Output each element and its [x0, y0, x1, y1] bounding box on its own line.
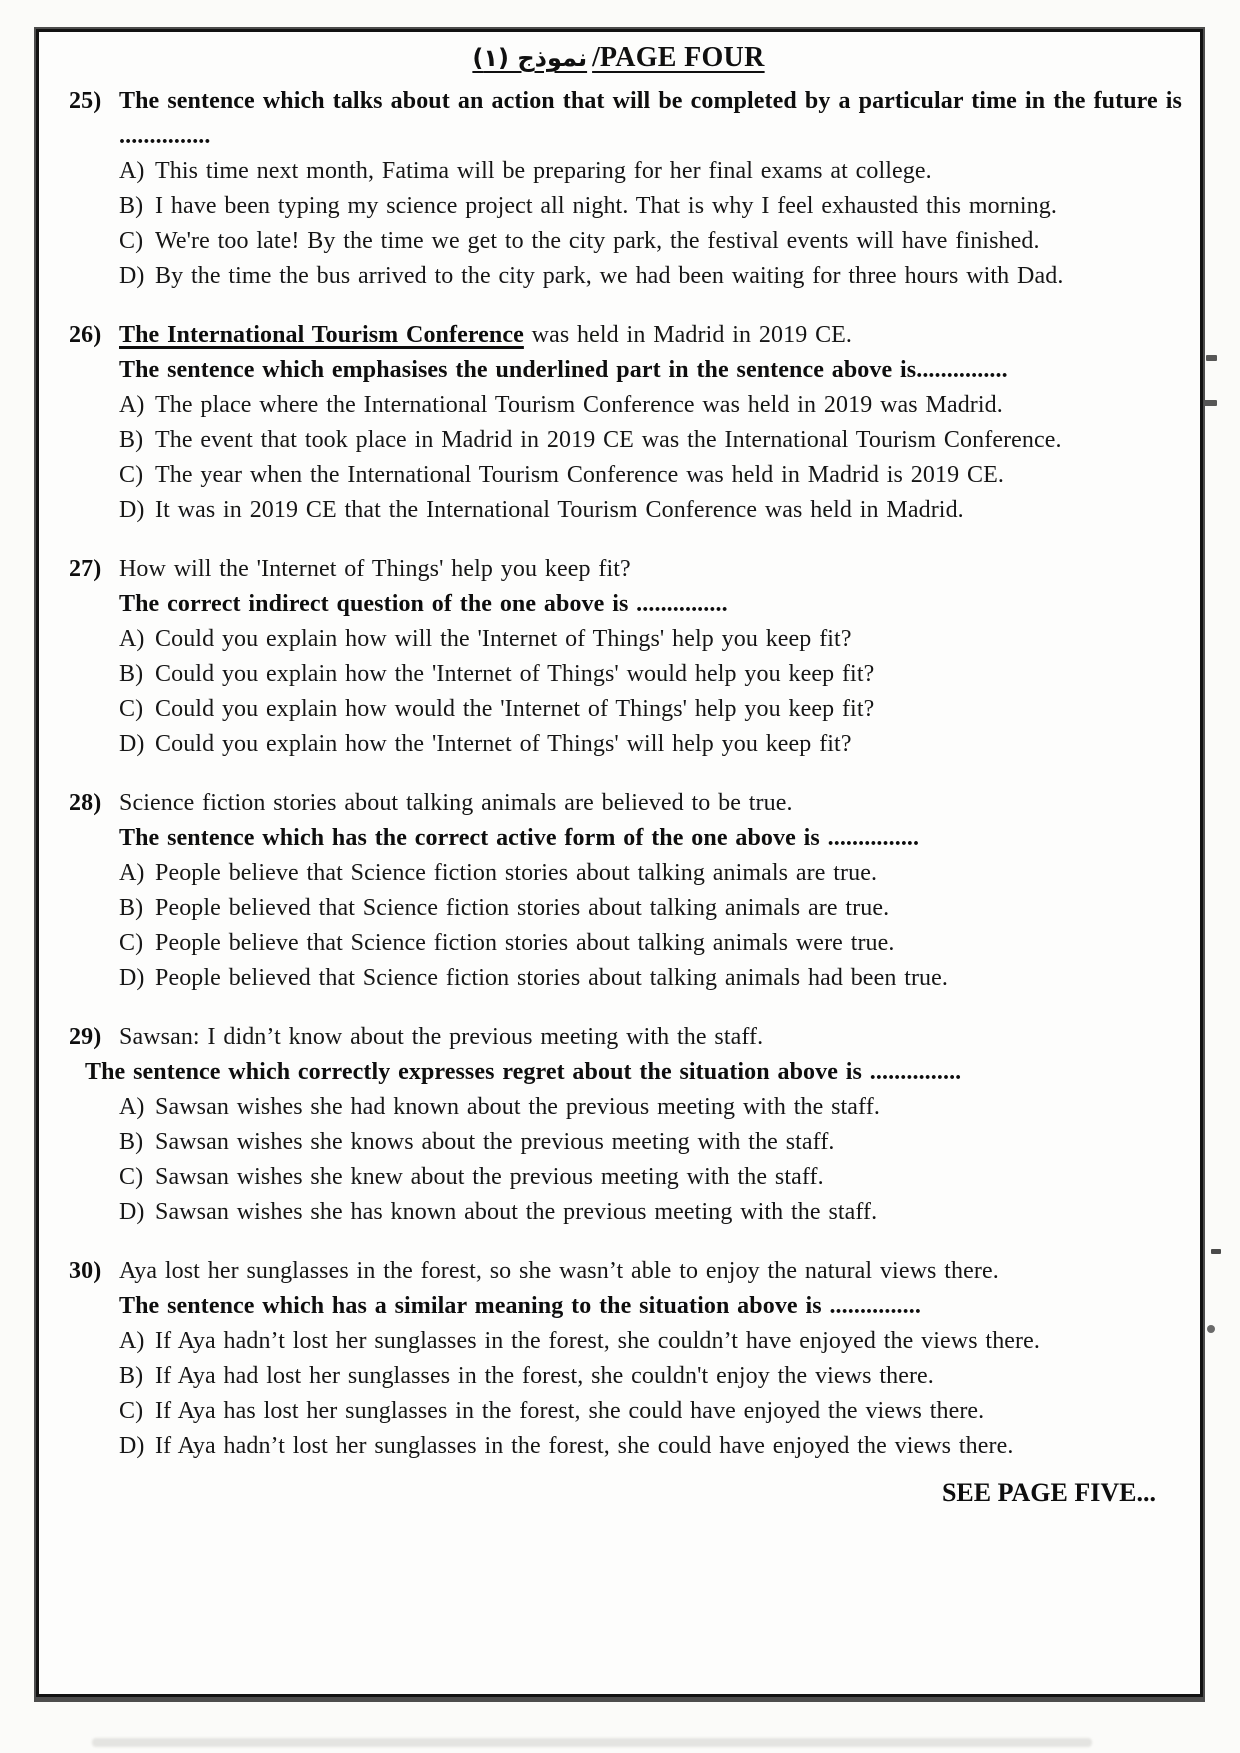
answer-option	[55, 224, 1182, 259]
answer-option	[55, 1125, 1182, 1160]
answer-option	[55, 1160, 1182, 1195]
answer-option	[55, 189, 1182, 224]
answer-option	[55, 961, 1182, 996]
option-text: By the time the bus arrived to the city park, we had been waiting for three hours with Dad.	[155, 263, 1064, 289]
question-context-line	[55, 1020, 1182, 1055]
option-label: D)	[119, 731, 145, 757]
option-text: This time next month, Fatima will be preparing for her final exams at college.	[155, 158, 932, 184]
answer-option	[55, 1090, 1182, 1125]
question-context-text: Science fiction stories about talking animals are believed to be true.	[119, 790, 793, 816]
questions-list	[55, 84, 1182, 1464]
option-label: A)	[119, 860, 145, 886]
option-text: The year when the International Tourism Conference was held in Madrid is 2019 CE.	[155, 462, 1004, 488]
answer-option	[55, 1359, 1182, 1394]
option-label: B)	[119, 1363, 144, 1389]
option-text: If Aya had lost her sunglasses in the forest, she couldn't enjoy the views there.	[155, 1363, 934, 1389]
page-header	[55, 42, 1182, 74]
answer-option	[55, 622, 1182, 657]
answer-option	[55, 1429, 1182, 1464]
question-context-line	[55, 318, 1182, 353]
question-context-text: Sawsan: I didn’t know about the previous meeting with the staff.	[119, 1024, 764, 1050]
question-context-text: Aya lost her sunglasses in the forest, so she wasn’t able to enjoy the natural views there.	[119, 1258, 999, 1284]
option-label: D)	[119, 497, 145, 523]
question-block	[55, 552, 1182, 762]
option-label: C)	[119, 696, 144, 722]
scan-artifact-dash	[1211, 1249, 1221, 1254]
option-label: A)	[119, 1328, 145, 1354]
answer-option	[55, 493, 1182, 528]
option-text: We're too late! By the time we get to the city park, the festival events will have finished.	[155, 228, 1040, 254]
option-text: People believed that Science fiction stories about talking animals had been true.	[155, 965, 949, 991]
option-text: Could you explain how the 'Internet of Things' would help you keep fit?	[155, 661, 875, 687]
option-text: Sawsan wishes she knew about the previous meeting with the staff.	[155, 1164, 824, 1190]
option-label: C)	[119, 228, 144, 254]
answer-option	[55, 926, 1182, 961]
question-context-line	[55, 552, 1182, 587]
answer-option	[55, 458, 1182, 493]
option-label: B)	[119, 193, 144, 219]
option-label: B)	[119, 661, 144, 687]
option-label: C)	[119, 462, 144, 488]
option-label: C)	[119, 1398, 144, 1424]
question-stem-line	[55, 84, 1182, 154]
option-text: I have been typing my science project all night. That is why I feel exhausted this morning.	[155, 193, 1057, 219]
question-number: 29)	[69, 1024, 102, 1050]
option-text: The event that took place in Madrid in 2019 CE was the International Tourism Conference.	[155, 427, 1062, 453]
option-text: Could you explain how would the 'Internet of Things' help you keep fit?	[155, 696, 875, 722]
scan-artifact-dash	[1204, 400, 1217, 406]
question-number: 25)	[69, 88, 102, 114]
option-label: D)	[119, 1433, 145, 1459]
question-context-text: How will the 'Internet of Things' help you keep fit?	[119, 556, 631, 582]
question-stem: The sentence which has the correct active form of the one above is ...............	[119, 825, 920, 851]
option-label: D)	[119, 965, 145, 991]
option-text: If Aya has lost her sunglasses in the forest, she could have enjoyed the views there.	[155, 1398, 985, 1424]
answer-option	[55, 259, 1182, 294]
question-context-text: The International Tourism Conference	[119, 322, 524, 348]
question-block	[55, 84, 1182, 294]
question-number: 27)	[69, 556, 102, 582]
answer-option	[55, 891, 1182, 926]
option-text: If Aya hadn’t lost her sunglasses in the forest, she could have enjoyed the views there.	[155, 1433, 1014, 1459]
option-text: People believe that Science fiction stories about talking animals were true.	[155, 930, 895, 956]
scan-artifact-dash	[1206, 355, 1217, 361]
option-label: B)	[119, 895, 144, 921]
option-text: Could you explain how the 'Internet of Things' will help you keep fit?	[155, 731, 852, 757]
answer-option	[55, 1324, 1182, 1359]
question-block	[55, 1254, 1182, 1464]
question-number: 26)	[69, 322, 102, 348]
option-label: C)	[119, 1164, 144, 1190]
option-label: B)	[119, 1129, 144, 1155]
question-stem: The sentence which emphasises the underlined part in the sentence above is...............	[119, 357, 1008, 383]
scan-artifact-dot	[1207, 1325, 1215, 1333]
option-label: A)	[119, 626, 145, 652]
header-page-number-label: /PAGE FOUR	[592, 42, 765, 73]
question-stem: The sentence which correctly expresses regret about the situation above is ...............	[85, 1059, 962, 1085]
option-label: A)	[119, 158, 145, 184]
question-stem: The sentence which talks about an action that will be completed by a particular time in the future is ...............	[119, 88, 1182, 149]
option-label: D)	[119, 263, 145, 289]
option-label: D)	[119, 1199, 145, 1225]
question-block	[55, 1020, 1182, 1230]
question-block	[55, 318, 1182, 528]
answer-option	[55, 423, 1182, 458]
question-stem: The correct indirect question of the one above is ...............	[119, 591, 728, 617]
page-border-outer	[34, 27, 1205, 1702]
option-text: People believed that Science fiction stories about talking animals are true.	[155, 895, 890, 921]
question-context-line	[55, 1254, 1182, 1289]
answer-option	[55, 154, 1182, 189]
option-label: B)	[119, 427, 144, 453]
option-label: A)	[119, 1094, 145, 1120]
see-next-page-note: SEE PAGE FIVE...	[941, 1478, 1156, 1507]
question-context-line	[55, 786, 1182, 821]
option-text: The place where the International Tourism Conference was held in 2019 was Madrid.	[155, 392, 1003, 418]
option-label: A)	[119, 392, 145, 418]
option-text: If Aya hadn’t lost her sunglasses in the forest, she couldn’t have enjoyed the views there.	[155, 1328, 1040, 1354]
answer-option	[55, 1195, 1182, 1230]
page-header-title	[472, 42, 764, 74]
answer-option	[55, 727, 1182, 762]
question-context-text: was held in Madrid in 2019 CE.	[523, 322, 853, 348]
option-text: Could you explain how will the 'Internet of Things' help you keep fit?	[155, 626, 852, 652]
question-number: 28)	[69, 790, 102, 816]
question-stem: The sentence which has a similar meaning to the situation above is ...............	[119, 1293, 921, 1319]
option-label: C)	[119, 930, 144, 956]
option-text: It was in 2019 CE that the International Tourism Conference was held in Madrid.	[155, 497, 964, 523]
answer-option	[55, 388, 1182, 423]
answer-option	[55, 1394, 1182, 1429]
option-text: Sawsan wishes she has known about the previous meeting with the staff.	[155, 1199, 878, 1225]
page-border-inner	[36, 29, 1203, 1697]
answer-option	[55, 856, 1182, 891]
question-number: 30)	[69, 1258, 102, 1284]
scan-artifact-strip	[92, 1738, 1092, 1747]
option-text: People believe that Science fiction stories about talking animals are true.	[155, 860, 878, 886]
option-text: Sawsan wishes she knows about the previous meeting with the staff.	[155, 1129, 835, 1155]
question-block	[55, 786, 1182, 996]
option-text: Sawsan wishes she had known about the previous meeting with the staff.	[155, 1094, 880, 1120]
header-arabic-label: نموذج (١)	[472, 44, 588, 72]
answer-option	[55, 692, 1182, 727]
answer-option	[55, 657, 1182, 692]
